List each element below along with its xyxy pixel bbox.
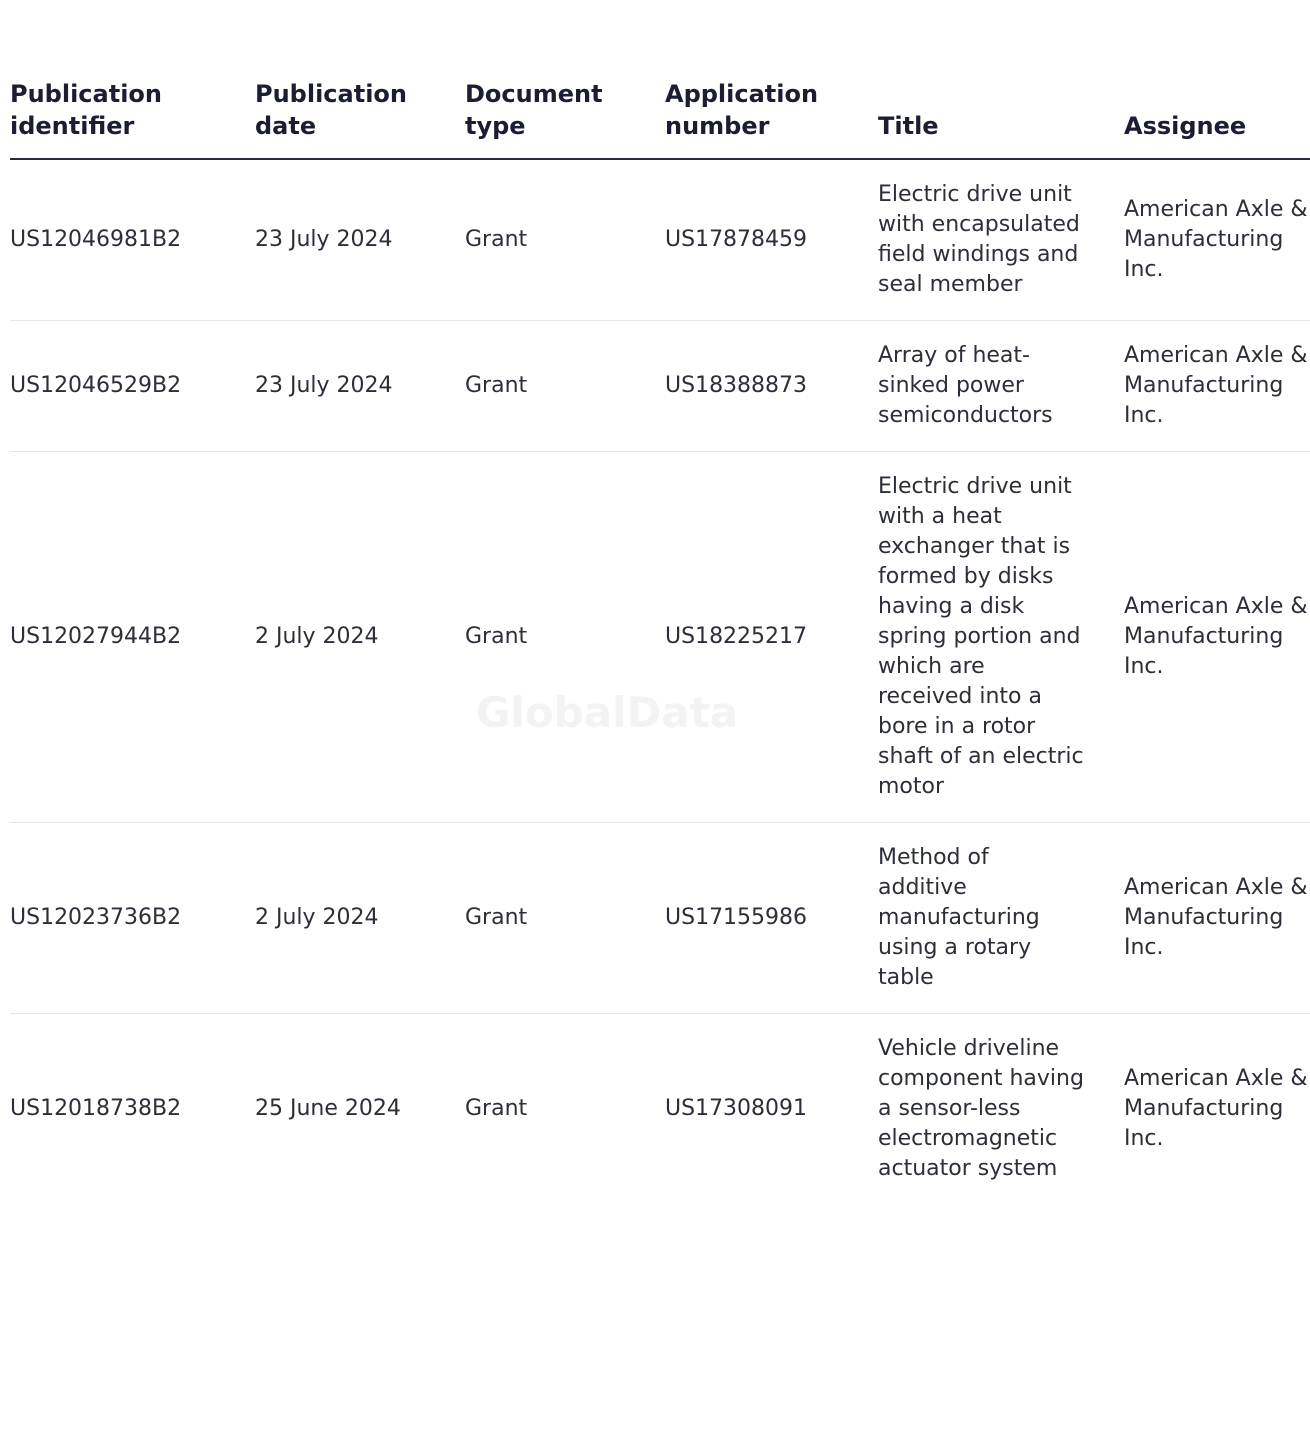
cell-title: Electric drive unit with a heat exchanger that is formed by disks having a disk spring portion and which are received into a bore in a rotor shaft of an electric motor (878, 452, 1124, 823)
cell-title: Vehicle driveline component having a sensor-less electromagnetic actuator system (878, 1036, 1084, 1181)
cell-document-type: Grant (465, 1096, 528, 1121)
header-title[interactable]: Title (878, 78, 1124, 159)
cell-application-number: US17878459 (665, 159, 878, 321)
cell-application-number: US17155986 (665, 823, 878, 1014)
cell-title: Array of heat-sinked power semiconductors (878, 321, 1124, 452)
table-row (10, 159, 1310, 321)
cell-application-number: US17308091 (665, 1096, 808, 1121)
cell-assignee: American Axle & Manufacturing Inc. (1124, 1066, 1308, 1151)
patent-table-container (10, 0, 1308, 1430)
cell-document-type: Grant (465, 321, 665, 452)
header-application-number[interactable]: Application number (665, 78, 878, 159)
table-row (10, 321, 1310, 452)
table-row (10, 452, 1310, 823)
cell-document-type: Grant (465, 823, 665, 1014)
cell-application-number: US18225217 (665, 452, 878, 823)
cell-application-number: US18388873 (665, 321, 878, 452)
cell-document-type: Grant (465, 452, 665, 823)
cell-publication-date: 2 July 2024 (255, 452, 465, 823)
table-header-row (10, 78, 1310, 159)
cell-publication-identifier: US12023736B2 (10, 823, 255, 1014)
cell-assignee: American Axle & Manufacturing Inc. (1124, 823, 1310, 1014)
cell-publication-date: 25 June 2024 (255, 1096, 401, 1121)
table-row (10, 1014, 1310, 1205)
cell-publication-date: 23 July 2024 (255, 321, 465, 452)
cell-assignee: American Axle & Manufacturing Inc. (1124, 321, 1310, 452)
cell-publication-identifier: US12046981B2 (10, 159, 255, 321)
cell-assignee: American Axle & Manufacturing Inc. (1124, 452, 1310, 823)
cell-title: Method of additive manufacturing using a rotary table (878, 823, 1124, 1014)
header-publication-date[interactable]: Publication date (255, 78, 465, 159)
header-assignee[interactable]: Assignee (1124, 78, 1310, 159)
header-publication-identifier[interactable]: Publication identifier (10, 78, 255, 159)
cell-document-type: Grant (465, 159, 665, 321)
patent-table (10, 78, 1310, 1204)
globaldata-watermark: GlobalData (476, 688, 739, 737)
header-document-type[interactable]: Document type (465, 78, 665, 159)
cell-publication-identifier: US12027944B2 (10, 452, 255, 823)
cell-publication-identifier: US12046529B2 (10, 321, 255, 452)
cell-publication-date: 2 July 2024 (255, 823, 465, 1014)
table-row (10, 823, 1310, 1014)
cell-publication-identifier: US12018738B2 (10, 1096, 182, 1121)
cell-assignee: American Axle & Manufacturing Inc. (1124, 159, 1310, 321)
cell-title: Electric drive unit with encapsulated field windings and seal member (878, 159, 1124, 321)
cell-publication-date: 23 July 2024 (255, 159, 465, 321)
